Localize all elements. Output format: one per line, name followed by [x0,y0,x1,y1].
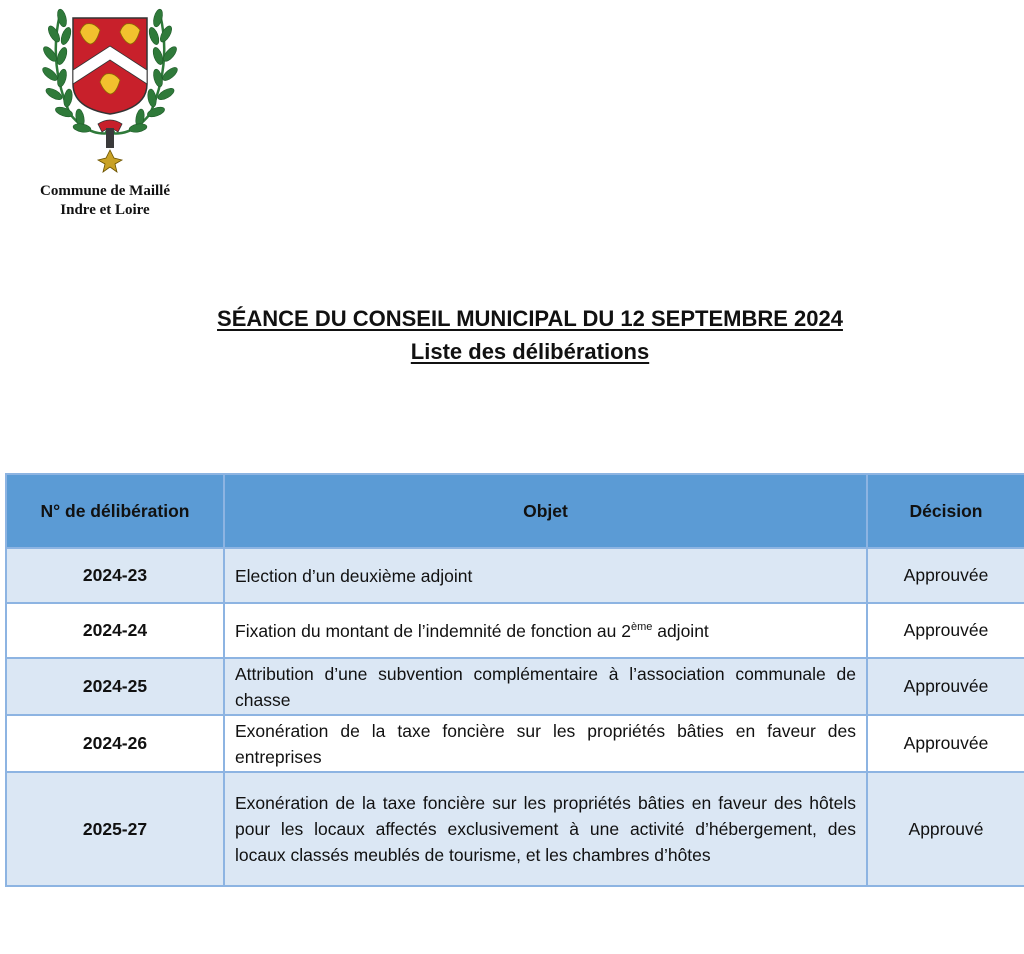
column-header-objet: Objet [224,474,867,548]
deliberation-decision: Approuvée [867,548,1024,603]
deliberation-decision: Approuvée [867,715,1024,772]
page-title: SÉANCE DU CONSEIL MUNICIPAL DU 12 SEPTEMBRE 2024 [217,306,843,331]
deliberation-objet: Exonération de la taxe foncière sur les propriétés bâties en faveur des hôtels pour les locaux affectés exclusivement à une activité d’hébergement, des locaux classés meublés de tourisme, et les chambres d’hôtes [224,772,867,886]
table-row [6,548,1024,603]
table-row [6,603,1024,658]
deliberation-number: 2025-27 [6,772,224,886]
table-row [6,658,1024,715]
table-row [6,715,1024,772]
deliberation-number: 2024-24 [6,603,224,658]
column-header-decision: Décision [867,474,1024,548]
deliberation-objet: Election d’un deuxième adjoint [224,548,867,603]
deliberation-decision: Approuvée [867,603,1024,658]
document-title-block [0,302,1024,368]
coat-of-arms-icon [40,4,180,182]
deliberation-objet [224,603,867,658]
table-row [6,772,1024,886]
deliberation-number: 2024-26 [6,715,224,772]
deliberation-number: 2024-25 [6,658,224,715]
coat-of-arms-logo [22,4,202,224]
page-subtitle: Liste des délibérations [410,339,650,364]
objet-text-end: adjoint [652,620,709,641]
table-header-row [6,474,1024,548]
objet-superscript: ème [630,620,653,633]
commune-name: Commune de Maillé [40,183,170,199]
deliberation-objet: Attribution d’une subvention complémentaire à l’association communale de chasse [224,658,867,715]
column-header-number: N° de délibération [6,474,224,548]
deliberations-table [5,473,1024,887]
deliberation-objet: Exonération de la taxe foncière sur les propriétés bâties en faveur des entreprises [224,715,867,772]
deliberation-decision: Approuvée [867,658,1024,715]
deliberation-decision: Approuvé [867,772,1024,886]
objet-text: Fixation du montant de l’indemnité de fonction au 2 [235,620,631,641]
commune-department: Indre et Loire [60,202,150,218]
deliberation-number: 2024-23 [6,548,224,603]
